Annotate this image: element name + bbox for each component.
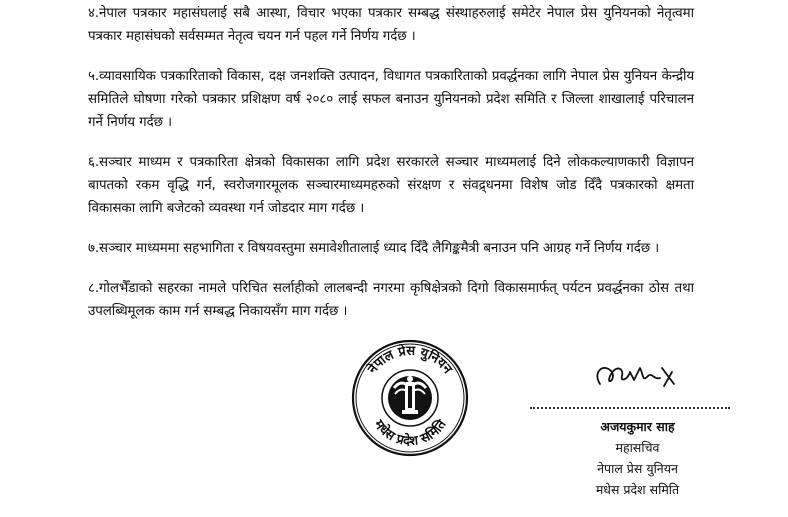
signatory-title: महासचिव (615, 440, 660, 455)
document-body (88, 2, 694, 340)
seal-top-text: नेपाल प्रेस युनियन (365, 343, 455, 377)
signatory-committee: मधेस प्रदेश समिति (595, 482, 680, 497)
resolution-5: ५.व्यावसायिक पत्रकारिताको विकास, दक्ष जनशक्ति उत्पादन, विधागत पत्रकारिताको प्रवर्द्धनका लागि नेपाल प्रेस युनियन केन्द्रीय समितिले घोषणा गरेको पत्रकार प्रशिक्षण वर्ष २०८० लाई सफल बनाउन युनियनको प्रदेश समिति र जिल्ला शाखालाई परिचालन गर्ने निर्णय गर्दछ । (88, 69, 694, 130)
signature (590, 350, 690, 400)
resolution-7: ७.सञ्चार माध्यममा सहभागिता र विषयवस्तुमा समावेशीतालाई ध्याद दिँदै लैगिङ्कमैत्री बनाउन पनि आग्रह गर्ने निर्णय गर्दछ । (88, 241, 660, 256)
seal-emblem-icon (388, 376, 432, 420)
resolution-8: ८.गोलभैँडाको सहरका नामले परिचित सर्लाहीको लालबन्दी नगरमा कृषिक्षेत्रको दिगो विकासमार्फत् पर्यटन प्रवर्द्धनका ठोस तथा उपलब्धिमूलक काम गर्न सम्बद्ध निकायसँग माग गर्दछ । (88, 281, 694, 319)
signatory-block (565, 416, 710, 500)
signatory-organization: नेपाल प्रेस युनियन (597, 461, 678, 476)
signatory-name: अजयकुमार साह (600, 419, 675, 434)
resolution-6: ६.सञ्चार माध्यम र पत्रकारिता क्षेत्रको विकासका लागि प्रदेश सरकारले सञ्चार माध्यमलाई दिने लोककल्याणकारी विज्ञापन बापतको रकम वृद्धि गर्न, स्वरोजगारमूलक सञ्चारमाध्यमहरुको संरक्षण र संवद्र्धनमा विशेष जोड दिँदै पत्रकारको क्षमता विकासका लागि बजेटको व्यवस्था गर्न जोडदार माग गर्दछ । (88, 155, 694, 216)
signature-line (530, 407, 730, 409)
press-union-seal (350, 338, 470, 458)
seal-bottom-text: मधेस प्रदेश समिति (370, 417, 450, 450)
resolution-4: ४.नेपाल पत्रकार महासंघलाई सबै आस्था, विचार भएका पत्रकार सम्बद्ध संस्थाहरुलाई समेटेर नेपाल प्रेस युनियनको नेतृत्वमा पत्रकार महासंघको सर्वसम्मत नेतृत्व चयन गर्न पहल गर्ने निर्णय गर्दछ । (88, 6, 694, 44)
